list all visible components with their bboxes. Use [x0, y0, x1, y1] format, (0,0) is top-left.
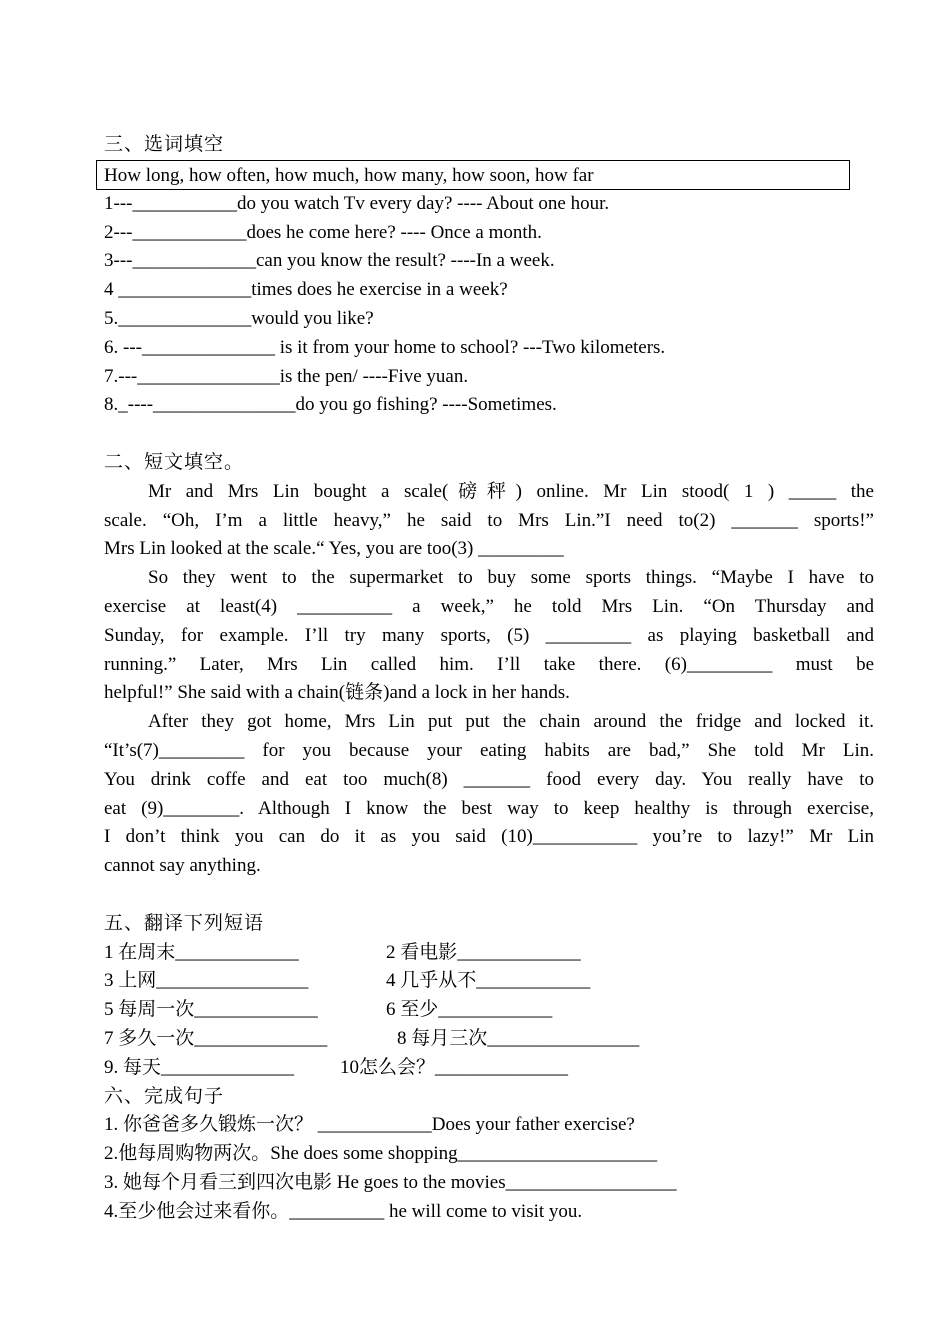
word-box: How long, how often, how much, how many, how soon, how far [96, 160, 850, 190]
translate-row [104, 967, 874, 996]
translate-item-5: 5 每周一次_____________ [104, 999, 318, 1021]
translate-row [104, 939, 874, 968]
translate-item-6: 6 至少____________ [386, 999, 553, 1021]
complete-item-3: 3. 她每个月看三到四次电影 He goes to the movies__________________ [104, 1171, 677, 1193]
translate-item-7: 7 多久一次______________ [104, 1027, 328, 1049]
cloze-line: running.” Later, Mrs Lin called him. I’ll take there. (6)_________ must be [104, 653, 874, 675]
complete-items [104, 1111, 874, 1226]
choose-item-3: 3---_____________can you know the result? ----In a week. [104, 250, 555, 272]
complete-item-2: 2.他每周购物两次。She does some shopping_____________________ [104, 1143, 658, 1165]
translate-row [104, 996, 874, 1025]
choose-item-6: 6. ---______________ is it from your home to school? ---Two kilometers. [104, 336, 666, 358]
choose-item-8: 8._----_______________do you go fishing? ----Sometimes. [104, 394, 557, 416]
cloze-line: scale. “Oh, I’m a little heavy,” he said to Mrs Lin.”I need to(2) _______ sports!” [104, 509, 874, 531]
cloze-paragraph-1 [104, 478, 874, 564]
cloze-line: I don’t think you can do it as you said (10)___________ you’re to lazy!” Mr Lin [104, 826, 874, 848]
cloze-line: “It’s(7)_________ for you because your eating habits are bad,” She told Mr Lin. [104, 739, 874, 761]
cloze-line: helpful!” She said with a chain(链条)and a lock in her hands. [104, 682, 570, 704]
translate-rows [104, 939, 874, 1083]
cloze-line: Sunday, for example. I’ll try many sports, (5) _________ as playing basketball and [104, 624, 874, 646]
translate-item-9: 9. 每天______________ [104, 1056, 295, 1078]
choose-item-7: 7.---_______________is the pen/ ----Five yuan. [104, 365, 469, 387]
cloze-line: So they went to the supermarket to buy some sports things. “Maybe I have to [148, 567, 874, 589]
cloze-line: You drink coffe and eat too much(8) _______ food every day. You really have to [104, 768, 874, 790]
cloze-line: exercise at least(4) __________ a week,” he told Mrs Lin. “On Thursday and [104, 595, 874, 617]
cloze-line: cannot say anything. [104, 855, 261, 877]
translate-item-1: 1 在周末_____________ [104, 941, 299, 963]
cloze-line: After they got home, Mrs Lin put put the chain around the fridge and locked it. [148, 711, 874, 733]
cloze-line: Mr and Mrs Lin bought a scale(磅秤) online. Mr Lin stood( 1 ) _____ the [148, 480, 874, 502]
translate-row [104, 1025, 874, 1054]
translate-item-2: 2 看电影_____________ [386, 941, 581, 963]
choose-item-5: 5.______________would you like? [104, 307, 374, 329]
choose-item-1: 1---___________do you watch Tv every day? ---- About one hour. [104, 192, 610, 214]
choose-item-2: 2---____________does he come here? ---- Once a month. [104, 221, 542, 243]
section-complete-heading: 六、完成句子 [104, 1085, 225, 1107]
complete-item-1: 1. 你爸爸多久锻炼一次？ ____________Does your father exercise? [104, 1114, 635, 1136]
choose-item-4: 4 ______________times does he exercise in a week? [104, 279, 508, 301]
section-choose-heading: 三、选词填空 [104, 134, 225, 155]
cloze-line: Mrs Lin looked at the scale.“ Yes, you are too(3) _________ [104, 538, 564, 560]
translate-item-4: 4 几乎从不____________ [386, 970, 591, 992]
complete-item-4: 4.至少他会过来看你。__________ he will come to visit you. [104, 1200, 583, 1222]
section-cloze-heading: 二、短文填空。 [104, 451, 245, 473]
cloze-paragraph-2 [104, 564, 874, 708]
cloze-line: eat (9)________. Although I know the best way to keep healthy is through exercise, [104, 797, 874, 819]
worksheet-page [104, 131, 874, 1226]
translate-item-8: 8 每月三次________________ [397, 1027, 640, 1049]
translate-item-10: 10怎么会？______________ [340, 1056, 569, 1078]
translate-row [104, 1054, 874, 1083]
cloze-paragraph-3 [104, 708, 874, 881]
section-translate-heading: 五、翻译下列短语 [104, 912, 265, 934]
translate-item-3: 3 上网________________ [104, 970, 309, 992]
choose-items [104, 190, 874, 420]
